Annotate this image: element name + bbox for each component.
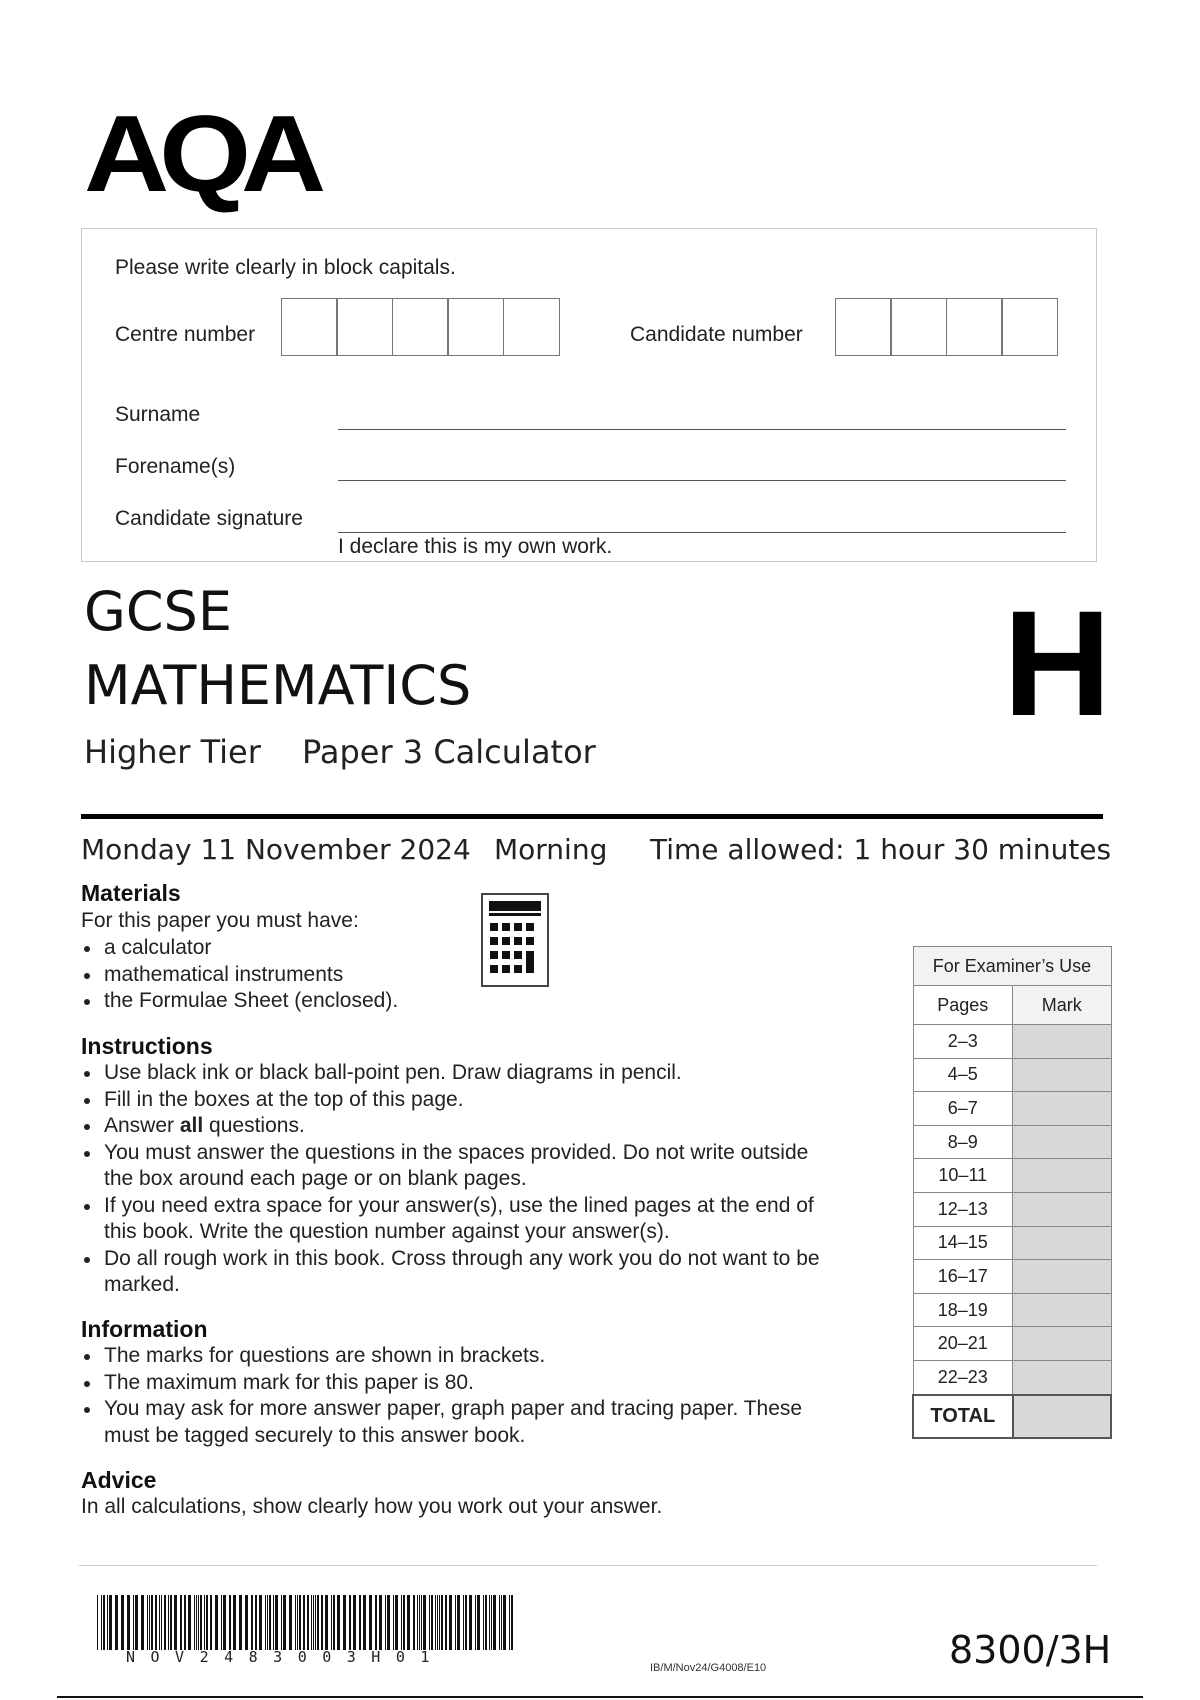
candidate-number-label: Candidate number bbox=[630, 323, 803, 346]
barcode-bar bbox=[198, 1595, 199, 1650]
barcode-bar bbox=[135, 1595, 138, 1650]
barcode-bar bbox=[421, 1595, 422, 1650]
mark-cell bbox=[1013, 1092, 1111, 1126]
barcode-bar bbox=[200, 1595, 202, 1650]
examiner-row bbox=[913, 1360, 1111, 1394]
barcode-bar bbox=[413, 1595, 415, 1650]
mark-cell bbox=[1013, 1293, 1111, 1327]
barcode-bar bbox=[349, 1595, 351, 1650]
centre-number-label: Centre number bbox=[115, 323, 256, 346]
list-item: Fill in the boxes at the top of this page. bbox=[81, 1087, 851, 1114]
barcode-bar bbox=[311, 1595, 312, 1650]
barcode-bar bbox=[194, 1595, 195, 1650]
barcode-bar bbox=[499, 1595, 500, 1650]
barcode-bar bbox=[133, 1595, 134, 1650]
barcode-bar bbox=[267, 1595, 268, 1650]
tier-name: Higher Tier bbox=[84, 733, 261, 771]
total-mark-cell bbox=[1013, 1395, 1111, 1438]
examiner-row bbox=[913, 1025, 1111, 1059]
advice-heading: Advice bbox=[81, 1467, 157, 1493]
barcode-bar bbox=[483, 1595, 484, 1650]
barcode-bar bbox=[141, 1595, 144, 1650]
barcode-bar bbox=[431, 1595, 433, 1650]
declaration-text: I declare this is my own work. bbox=[338, 535, 613, 558]
list-item: the Formulae Sheet (enclosed). bbox=[81, 988, 481, 1015]
barcode-bar bbox=[423, 1595, 426, 1650]
barcode-bar bbox=[151, 1595, 153, 1650]
exam-session: Morning bbox=[494, 833, 608, 866]
barcode-bar bbox=[337, 1595, 340, 1650]
list-item: The maximum mark for this paper is 80. bbox=[81, 1370, 821, 1397]
mark-cell bbox=[1013, 1125, 1111, 1159]
pages-cell: 2–3 bbox=[913, 1025, 1013, 1059]
barcode-bar bbox=[395, 1595, 398, 1650]
barcode-bar bbox=[441, 1595, 443, 1650]
advice-text: In all calculations, show clearly how you work out your answer. bbox=[81, 1495, 663, 1518]
barcode-bar bbox=[435, 1595, 436, 1650]
barcode-bar bbox=[233, 1595, 236, 1650]
barcode-bar bbox=[188, 1595, 191, 1650]
mark-cell bbox=[1013, 1058, 1111, 1092]
paper-code: 8300/3H bbox=[949, 1628, 1112, 1672]
examiner-rows bbox=[913, 1025, 1111, 1395]
mark-cell bbox=[1013, 1192, 1111, 1226]
centre-number-digit-box[interactable] bbox=[281, 298, 338, 356]
barcode-bar bbox=[429, 1595, 430, 1650]
block-capitals-instruction: Please write clearly in block capitals. bbox=[115, 256, 456, 279]
barcode-bar bbox=[315, 1595, 316, 1650]
materials-list bbox=[81, 935, 481, 1015]
barcode-bar bbox=[489, 1595, 490, 1650]
barcode-bar bbox=[493, 1595, 496, 1650]
pages-cell: 10–11 bbox=[913, 1159, 1013, 1193]
mark-cell bbox=[1013, 1327, 1111, 1361]
candidate-number-digit-box[interactable] bbox=[946, 298, 1003, 356]
barcode-bar bbox=[419, 1595, 420, 1650]
barcode-bar bbox=[204, 1595, 205, 1650]
barcode-bar bbox=[251, 1595, 253, 1650]
centre-number-boxes bbox=[282, 298, 560, 356]
barcode-bar bbox=[353, 1595, 356, 1650]
candidate-number-digit-box[interactable] bbox=[1001, 298, 1058, 356]
examiner-table-title: For Examiner’s Use bbox=[913, 947, 1111, 986]
barcode-bar bbox=[221, 1595, 222, 1650]
examiner-row bbox=[913, 1226, 1111, 1260]
barcode-bar bbox=[184, 1595, 186, 1650]
barcode-bar bbox=[379, 1595, 382, 1650]
barcode-bar bbox=[363, 1595, 366, 1650]
barcode-bar bbox=[331, 1595, 332, 1650]
mark-column-header: Mark bbox=[1013, 986, 1111, 1025]
calculator-icon-graphic bbox=[483, 895, 547, 985]
examiner-row bbox=[913, 1192, 1111, 1226]
barcode-bar bbox=[283, 1595, 286, 1650]
mark-cell bbox=[1013, 1260, 1111, 1294]
materials-heading: Materials bbox=[81, 880, 181, 906]
forename-field[interactable] bbox=[338, 480, 1066, 481]
pages-column-header: Pages bbox=[913, 986, 1013, 1025]
barcode-bar bbox=[170, 1595, 172, 1650]
bottom-rule bbox=[57, 1696, 1143, 1698]
pages-cell: 12–13 bbox=[913, 1192, 1013, 1226]
barcode-bar bbox=[439, 1595, 440, 1650]
barcode-bar bbox=[196, 1595, 197, 1650]
barcode-bar bbox=[401, 1595, 402, 1650]
title-divider bbox=[81, 814, 1103, 819]
answer-prefix: Answer bbox=[104, 1114, 180, 1137]
signature-label: Candidate signature bbox=[115, 507, 303, 530]
barcode-bar bbox=[317, 1595, 319, 1650]
mark-cell bbox=[1013, 1159, 1111, 1193]
pages-cell: 18–19 bbox=[913, 1293, 1013, 1327]
barcode-bar bbox=[159, 1595, 160, 1650]
barcode-bar bbox=[313, 1595, 314, 1650]
information-heading: Information bbox=[81, 1316, 208, 1342]
centre-number-digit-box[interactable] bbox=[447, 298, 504, 356]
pages-cell: 16–17 bbox=[913, 1260, 1013, 1294]
barcode-bar bbox=[369, 1595, 372, 1650]
information-list bbox=[81, 1343, 821, 1449]
barcode bbox=[97, 1595, 514, 1650]
instructions-list bbox=[81, 1060, 851, 1299]
barcode-bar bbox=[455, 1595, 456, 1650]
materials-intro: For this paper you must have: bbox=[81, 909, 359, 932]
tier-letter: H bbox=[1003, 579, 1112, 747]
barcode-bar bbox=[325, 1595, 328, 1650]
barcode-bar bbox=[375, 1595, 377, 1650]
barcode-bar bbox=[501, 1595, 502, 1650]
answer-bold: all bbox=[179, 1114, 204, 1137]
barcode-bar bbox=[333, 1595, 335, 1650]
barcode-bar bbox=[174, 1595, 177, 1650]
barcode-bar bbox=[223, 1595, 226, 1650]
exam-date: Monday 11 November 2024 bbox=[81, 833, 471, 866]
barcode-bar bbox=[475, 1595, 476, 1650]
barcode-bar bbox=[164, 1595, 166, 1650]
barcode-bar bbox=[407, 1595, 410, 1650]
barcode-bar bbox=[273, 1595, 274, 1650]
barcode-bar bbox=[255, 1595, 257, 1650]
candidate-number-digit-box[interactable] bbox=[835, 298, 892, 356]
barcode-bar bbox=[289, 1595, 292, 1650]
barcode-bar bbox=[343, 1595, 346, 1650]
barcode-bar bbox=[417, 1595, 418, 1650]
pages-cell: 4–5 bbox=[913, 1058, 1013, 1092]
candidate-number-digit-box[interactable] bbox=[890, 298, 947, 356]
examiner-row bbox=[913, 1092, 1111, 1126]
list-item: You may ask for more answer paper, graph paper and tracing paper. These must be tagged securely to this answer book. bbox=[81, 1396, 821, 1449]
barcode-bar bbox=[269, 1595, 271, 1650]
examiner-row bbox=[913, 1058, 1111, 1092]
signature-field[interactable] bbox=[338, 532, 1066, 533]
barcode-bar bbox=[307, 1595, 309, 1650]
subject-title: MATHEMATICS bbox=[84, 654, 472, 717]
barcode-bar bbox=[97, 1595, 98, 1650]
list-item: a calculator bbox=[81, 935, 481, 962]
barcode-bar bbox=[463, 1595, 464, 1650]
barcode-bar bbox=[469, 1595, 472, 1650]
barcode-bar bbox=[107, 1595, 108, 1650]
surname-label: Surname bbox=[115, 403, 201, 426]
barcode-bar bbox=[103, 1595, 105, 1650]
barcode-bar bbox=[509, 1595, 510, 1650]
list-item bbox=[81, 1113, 851, 1140]
barcode-bar bbox=[303, 1595, 305, 1650]
barcode-bar bbox=[180, 1595, 182, 1650]
pages-cell: 22–23 bbox=[913, 1360, 1013, 1394]
barcode-bar bbox=[168, 1595, 169, 1650]
barcode-bar bbox=[299, 1595, 301, 1650]
barcode-bar bbox=[127, 1595, 130, 1650]
pages-cell: 8–9 bbox=[913, 1125, 1013, 1159]
barcode-bar bbox=[393, 1595, 394, 1650]
barcode-bar bbox=[245, 1595, 248, 1650]
list-item: mathematical instruments bbox=[81, 962, 481, 989]
examiner-row bbox=[913, 1293, 1111, 1327]
barcode-bar bbox=[275, 1595, 278, 1650]
surname-field[interactable] bbox=[338, 429, 1066, 430]
aqa-logo: AQA bbox=[84, 93, 317, 215]
mark-cell bbox=[1013, 1226, 1111, 1260]
examiner-row bbox=[913, 1159, 1111, 1193]
barcode-bar bbox=[121, 1595, 124, 1650]
barcode-bar bbox=[115, 1595, 118, 1650]
barcode-bar bbox=[503, 1595, 506, 1650]
barcode-text: NOV2483003H01 bbox=[126, 1648, 445, 1666]
time-allowed: Time allowed: 1 hour 30 minutes bbox=[650, 833, 1112, 866]
barcode-bar bbox=[449, 1595, 452, 1650]
barcode-bar bbox=[206, 1595, 208, 1650]
barcode-bar bbox=[465, 1595, 467, 1650]
total-label: TOTAL bbox=[913, 1395, 1013, 1438]
barcode-bar bbox=[259, 1595, 262, 1650]
barcode-bar bbox=[265, 1595, 266, 1650]
examiner-row bbox=[913, 1327, 1111, 1361]
barcode-bar bbox=[239, 1595, 242, 1650]
calculator-icon bbox=[481, 893, 549, 987]
barcode-bar bbox=[387, 1595, 390, 1650]
centre-number-digit-box[interactable] bbox=[503, 298, 560, 356]
barcode-bar bbox=[281, 1595, 282, 1650]
list-item: Use black ink or black ball-point pen. Draw diagrams in pencil. bbox=[81, 1060, 851, 1087]
barcode-bar bbox=[359, 1595, 361, 1650]
paper-name: Paper 3 Calculator bbox=[302, 733, 596, 771]
centre-number-digit-box[interactable] bbox=[336, 298, 393, 356]
answer-suffix: questions. bbox=[203, 1114, 305, 1137]
examiner-row bbox=[913, 1125, 1111, 1159]
examiner-row bbox=[913, 1260, 1111, 1294]
list-item: The marks for questions are shown in brackets. bbox=[81, 1343, 821, 1370]
barcode-bar bbox=[321, 1595, 323, 1650]
instructions-heading: Instructions bbox=[81, 1033, 213, 1059]
examiner-use-table bbox=[912, 946, 1112, 1439]
footer-divider bbox=[79, 1565, 1097, 1566]
barcode-bar bbox=[457, 1595, 460, 1650]
barcode-bar bbox=[229, 1595, 231, 1650]
forename-label: Forename(s) bbox=[115, 455, 236, 478]
centre-number-digit-box[interactable] bbox=[392, 298, 449, 356]
pages-cell: 14–15 bbox=[913, 1226, 1013, 1260]
barcode-bar bbox=[210, 1595, 212, 1650]
mark-cell bbox=[1013, 1025, 1111, 1059]
barcode-bar bbox=[511, 1595, 513, 1650]
barcode-bar bbox=[147, 1595, 148, 1650]
barcode-bar bbox=[297, 1595, 298, 1650]
mark-cell bbox=[1013, 1360, 1111, 1394]
list-item: Do all rough work in this book. Cross through any work you do not want to be marked. bbox=[81, 1246, 851, 1299]
barcode-bar bbox=[215, 1595, 218, 1650]
reference-code: IB/M/Nov24/G4008/E10 bbox=[650, 1662, 767, 1674]
barcode-bar bbox=[109, 1595, 112, 1650]
barcode-bar bbox=[437, 1595, 438, 1650]
barcode-bar bbox=[161, 1595, 162, 1650]
barcode-bar bbox=[295, 1595, 296, 1650]
barcode-bar bbox=[491, 1595, 492, 1650]
qualification-title: GCSE bbox=[84, 580, 232, 643]
candidate-number-boxes bbox=[836, 298, 1058, 356]
barcode-bar bbox=[385, 1595, 386, 1650]
barcode-bar bbox=[445, 1595, 447, 1650]
barcode-bar bbox=[477, 1595, 480, 1650]
barcode-bar bbox=[155, 1595, 157, 1650]
list-item: You must answer the questions in the spaces provided. Do not write outside the box around each page or on blank pages. bbox=[81, 1140, 851, 1193]
barcode-bar bbox=[149, 1595, 150, 1650]
pages-cell: 20–21 bbox=[913, 1327, 1013, 1361]
pages-cell: 6–7 bbox=[913, 1092, 1013, 1126]
barcode-bar bbox=[101, 1595, 102, 1650]
list-item: If you need extra space for your answer(s), use the lined pages at the end of this book. Write the question number against your answer(s). bbox=[81, 1193, 851, 1246]
barcode-bar bbox=[403, 1595, 405, 1650]
barcode-bar bbox=[485, 1595, 487, 1650]
